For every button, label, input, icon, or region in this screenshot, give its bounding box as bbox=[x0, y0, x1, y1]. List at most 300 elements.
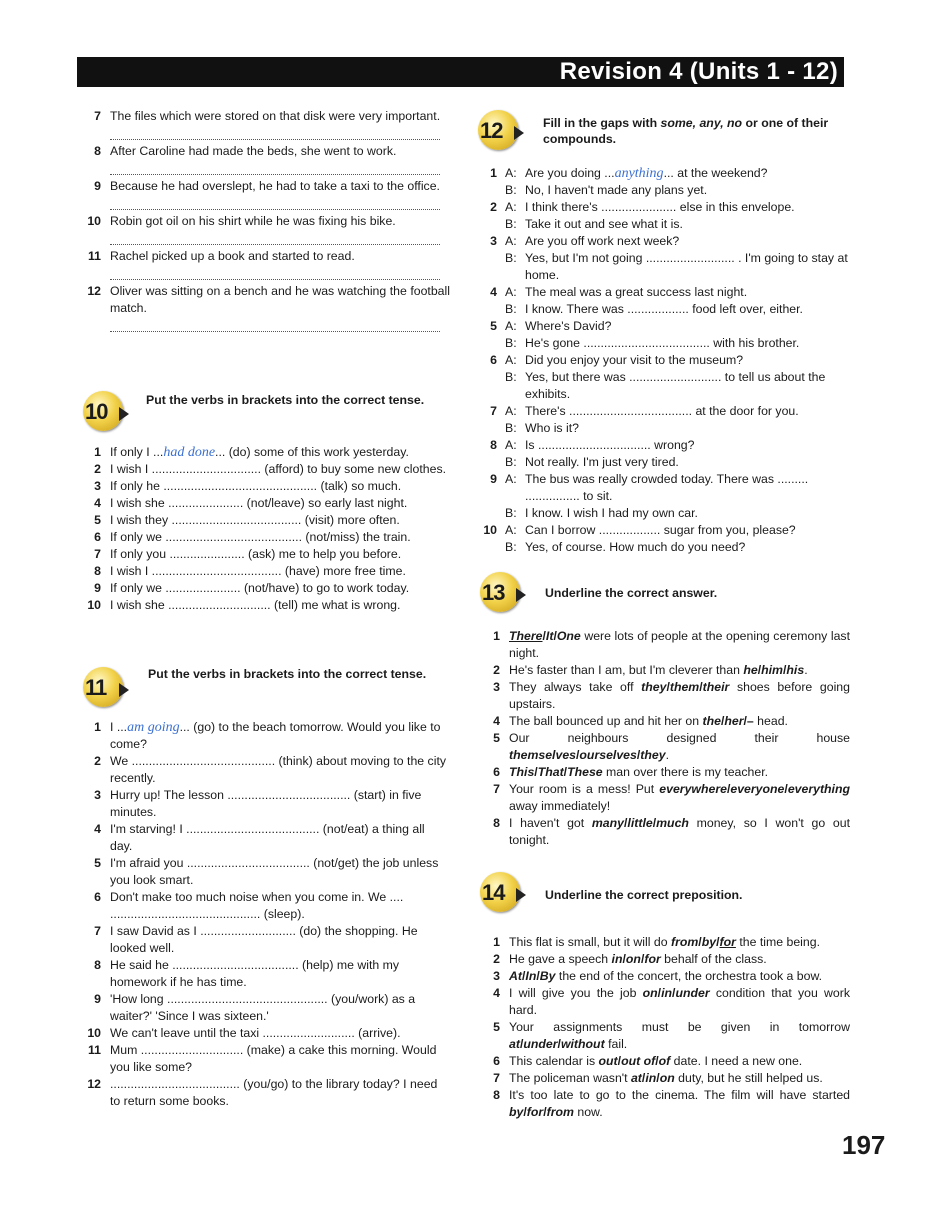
dialogue-text: Yes, but I'm not going .......................... . I'm going to stay at home. bbox=[525, 251, 848, 282]
list-item bbox=[83, 1076, 450, 1110]
item-number: 11 bbox=[88, 249, 101, 263]
exercise-instruction: Underline the correct answer. bbox=[545, 586, 718, 600]
list-item bbox=[83, 753, 450, 787]
instruction-part: or one of their compounds. bbox=[543, 116, 829, 146]
item-number-spacer bbox=[482, 216, 505, 233]
speaker-label: A: bbox=[505, 285, 517, 299]
answer-option: That bbox=[537, 765, 564, 779]
speaker-label: B: bbox=[505, 302, 517, 316]
item-number: 2 bbox=[493, 952, 500, 966]
dialogue-text: I know. I wish I had my own car. bbox=[525, 506, 698, 520]
list-item bbox=[482, 1019, 850, 1053]
item-text-part: It's too late to go to the cinema. The film will have started bbox=[509, 1088, 850, 1102]
item-text-pre: I wish she ...................... (not/leave) so early last night. bbox=[110, 496, 408, 510]
dialogue-text: Yes, but there was ........................... to tell us about the exhibits. bbox=[525, 370, 826, 401]
answer-option: by bbox=[509, 1105, 524, 1119]
item-text-pre: I wish they ...................................... (visit) more often. bbox=[110, 513, 400, 527]
answer-option: their bbox=[702, 680, 730, 694]
page-number: 197 bbox=[842, 1130, 886, 1160]
item-number: 7 bbox=[490, 404, 497, 418]
answer-option: many bbox=[591, 816, 624, 830]
dialogue-line-a bbox=[482, 522, 850, 539]
answer-option: By bbox=[539, 969, 556, 983]
dialogue-text-pre: Can I borrow .................. sugar from you, please? bbox=[525, 523, 796, 537]
item-text-part: / bbox=[534, 765, 538, 779]
item-text-part: / bbox=[622, 952, 626, 966]
item-text-part: / bbox=[521, 969, 526, 983]
item-text-part: / bbox=[698, 935, 702, 949]
item-number: 8 bbox=[94, 958, 101, 972]
item-text-part: / bbox=[666, 680, 670, 694]
item-text-part: / bbox=[542, 629, 546, 643]
list-item bbox=[83, 546, 450, 563]
item-number: 9 bbox=[490, 472, 497, 486]
item-number: 2 bbox=[94, 754, 101, 768]
answer-option: in bbox=[611, 952, 623, 966]
item-number: 6 bbox=[490, 353, 497, 367]
item-number: 2 bbox=[490, 200, 497, 214]
item-text-part: / bbox=[557, 1037, 561, 1051]
list-item bbox=[482, 934, 850, 951]
item-text: The files which were stored on that disk were very important. bbox=[110, 109, 441, 123]
item-number: 5 bbox=[493, 1020, 500, 1034]
item-number: 8 bbox=[94, 144, 101, 158]
item-text-pre: We can't leave until the taxi ........................... (arrive). bbox=[110, 1026, 401, 1040]
answer-option: much bbox=[656, 816, 689, 830]
speaker-label: A: bbox=[505, 523, 517, 537]
list-item bbox=[83, 889, 450, 923]
item-number-spacer bbox=[482, 369, 505, 403]
exercise-number-badge bbox=[478, 110, 526, 150]
answer-option: out bbox=[598, 1054, 618, 1068]
item-text-part: . bbox=[804, 663, 808, 677]
dialogue-text-pre: The meal was a great success last night. bbox=[525, 285, 748, 299]
dialogue-text-pre: Is ................................. wrong? bbox=[525, 438, 695, 452]
item-text bbox=[509, 934, 850, 951]
item-number-spacer bbox=[482, 335, 505, 352]
badge-number: 14 bbox=[482, 880, 505, 905]
badge-arrow-icon bbox=[516, 588, 526, 602]
item-number: 10 bbox=[87, 214, 101, 228]
item-text bbox=[110, 821, 450, 855]
item-number: 9 bbox=[94, 581, 101, 595]
dialogue-text bbox=[525, 471, 850, 505]
exercise-items bbox=[482, 934, 850, 1121]
item-number: 3 bbox=[94, 479, 101, 493]
exercise-instruction: Put the verbs in brackets into the correct tense. bbox=[146, 393, 425, 407]
item-text bbox=[110, 753, 450, 787]
item-number-spacer bbox=[482, 539, 505, 556]
item-text bbox=[110, 563, 450, 580]
dialogue-text bbox=[525, 522, 850, 539]
item-number-spacer bbox=[482, 301, 505, 318]
item-text-part: / bbox=[563, 765, 568, 779]
item-text-pre: I ... bbox=[110, 720, 128, 734]
item-text-pre: Mum .............................. (make) a cake this morning. Would you like some? bbox=[110, 1043, 437, 1074]
answer-option: In bbox=[525, 969, 537, 983]
dialogue-line-a bbox=[482, 165, 850, 182]
item-number: 2 bbox=[493, 663, 500, 677]
item-text bbox=[110, 597, 450, 614]
item-text-part: / bbox=[726, 782, 731, 796]
item-text bbox=[509, 781, 850, 815]
dialogue-line-a bbox=[482, 233, 850, 250]
answer-dotted-line bbox=[110, 197, 440, 210]
item-text-pre: I wish I ...................................... (have) more free time. bbox=[110, 564, 406, 578]
answer-option: from bbox=[670, 935, 699, 949]
item-text-pre: He said he ..................................... (help) me with my homework if he has time. bbox=[110, 958, 400, 989]
list-item bbox=[482, 679, 850, 713]
exercise-items bbox=[83, 444, 450, 614]
item-text-part: / bbox=[636, 748, 641, 762]
item-text-part: / bbox=[672, 986, 676, 1000]
speaker-label: B: bbox=[505, 251, 517, 265]
list-item bbox=[482, 968, 850, 985]
item-number: 1 bbox=[94, 445, 101, 459]
answer-option: This bbox=[509, 765, 535, 779]
item-number: 10 bbox=[483, 523, 497, 537]
item-text-part: / bbox=[536, 969, 540, 983]
item-text-part: fail. bbox=[604, 1037, 628, 1051]
dialogue-text bbox=[525, 165, 850, 182]
item-number: 5 bbox=[493, 731, 500, 745]
item-text bbox=[110, 529, 450, 546]
item-text: Because he had overslept, he had to take a taxi to the office. bbox=[110, 179, 440, 193]
item-number: 6 bbox=[94, 530, 101, 544]
item-text bbox=[509, 713, 850, 730]
item-text bbox=[509, 764, 850, 781]
item-text bbox=[110, 991, 450, 1025]
answer-option: for bbox=[526, 1105, 544, 1119]
item-text bbox=[509, 951, 850, 968]
item-text-part: This flat is small, but it will do bbox=[509, 935, 671, 949]
speaker-label: A: bbox=[505, 404, 517, 418]
item-text-part: / bbox=[543, 1105, 547, 1119]
item-text-part: / bbox=[699, 680, 703, 694]
dialogue-line-b bbox=[482, 369, 850, 403]
item-text-part: behalf of the class. bbox=[660, 952, 767, 966]
item-text bbox=[110, 1025, 450, 1042]
list-item bbox=[482, 1087, 850, 1121]
item-text bbox=[509, 1087, 850, 1121]
item-text-part: / bbox=[743, 714, 747, 728]
speaker-label: B: bbox=[505, 455, 517, 469]
list-item bbox=[83, 248, 450, 265]
answer-option: on bbox=[642, 986, 658, 1000]
speaker-label: B: bbox=[505, 336, 517, 350]
list-item bbox=[83, 957, 450, 991]
list-item bbox=[83, 563, 450, 580]
exercise-number-badge bbox=[83, 667, 131, 707]
item-text-part: date. I need a new one. bbox=[670, 1054, 803, 1068]
item-number: 10 bbox=[87, 1026, 101, 1040]
list-item bbox=[83, 597, 450, 614]
item-text-part: He's faster than I am, but I'm cleverer than bbox=[509, 663, 744, 677]
exercise-number-badge bbox=[480, 572, 528, 612]
item-text-pre: I'm starving! I ....................................... (not/eat) a thing all day. bbox=[110, 822, 425, 853]
item-text-part: were lots of people at the opening ceremony last night. bbox=[509, 629, 850, 660]
answer-option: the bbox=[702, 714, 721, 728]
list-item bbox=[83, 461, 450, 478]
dialogue-text bbox=[525, 403, 850, 420]
answer-option: he bbox=[743, 663, 758, 677]
dialogue-line-a bbox=[482, 199, 850, 216]
dialogue-text: He's gone ..................................... with his brother. bbox=[525, 336, 800, 350]
answer-option: of bbox=[658, 1054, 671, 1068]
speaker-label: B: bbox=[505, 183, 517, 197]
badge-arrow-icon bbox=[119, 683, 129, 697]
answer-option: themselves bbox=[509, 748, 576, 762]
dialogue-line-b bbox=[482, 250, 850, 284]
item-number: 4 bbox=[94, 822, 101, 836]
list-item bbox=[83, 1042, 450, 1076]
answer-dotted-line bbox=[110, 162, 440, 175]
list-item bbox=[83, 855, 450, 889]
item-text bbox=[110, 444, 450, 461]
item-text-part: / bbox=[716, 935, 720, 949]
speaker-label: B: bbox=[505, 370, 517, 384]
item-text bbox=[110, 719, 450, 753]
exercise-items bbox=[83, 719, 450, 1110]
item-number-spacer bbox=[482, 420, 505, 437]
list-item bbox=[83, 108, 450, 125]
list-item bbox=[83, 478, 450, 495]
item-number: 12 bbox=[87, 284, 101, 298]
item-text bbox=[110, 923, 450, 957]
item-text-part: duty, but he still helped us. bbox=[674, 1071, 823, 1085]
dialogue-text: Yes, of course. How much do you need? bbox=[525, 540, 746, 554]
dialogue-line-b bbox=[482, 420, 850, 437]
item-text-pre: If only you ...................... (ask) me to help you before. bbox=[110, 547, 402, 561]
dialogue-line-a bbox=[482, 284, 850, 301]
speaker-label: B: bbox=[505, 540, 517, 554]
answer-option: for bbox=[644, 952, 661, 966]
speaker-label: A: bbox=[505, 166, 517, 180]
dialogue-line-a bbox=[482, 403, 850, 420]
item-text-part: / bbox=[783, 663, 787, 677]
item-text-part: the time being. bbox=[735, 935, 820, 949]
answer-dotted-line bbox=[110, 127, 440, 140]
item-text-post: ... (go) to the beach tomorrow. Would you like to come? bbox=[110, 720, 441, 751]
item-text-part: shoes before going upstairs. bbox=[509, 680, 850, 711]
item-text-part: / bbox=[576, 748, 580, 762]
dialogue-line-a bbox=[482, 352, 850, 369]
speaker-label: B: bbox=[505, 421, 517, 435]
dialogue-line-b bbox=[482, 454, 850, 471]
dialogue-text-pre: Are you off work next week? bbox=[525, 234, 680, 248]
answer-dotted-line bbox=[110, 319, 440, 332]
item-text-pre: 'How long ............................................... (you/work) as a waiter?' 'Since I was sixteen.' bbox=[110, 992, 416, 1023]
item-number: 8 bbox=[493, 816, 500, 830]
answer-option: on bbox=[659, 1071, 675, 1085]
item-number: 3 bbox=[493, 680, 500, 694]
item-text-pre: If only he ............................................. (talk) so much. bbox=[110, 479, 402, 493]
item-text-post: ... (do) some of this work yesterday. bbox=[215, 445, 409, 459]
item-number-spacer bbox=[482, 250, 505, 284]
dialogue-line-b bbox=[482, 505, 850, 522]
left-column bbox=[83, 108, 450, 1108]
item-number: 10 bbox=[87, 598, 101, 612]
dialogue-text: Take it out and see what it is. bbox=[525, 217, 683, 231]
example-answer: had done bbox=[163, 445, 216, 460]
answer-option: At bbox=[509, 969, 522, 983]
answer-option: for bbox=[719, 935, 736, 949]
item-text-part: / bbox=[617, 1054, 622, 1068]
list-item bbox=[83, 1025, 450, 1042]
item-number: 8 bbox=[493, 1088, 500, 1102]
item-text-part: / bbox=[553, 629, 557, 643]
item-text-pre: I wish I ................................ (afford) to buy some new clothes. bbox=[110, 462, 447, 476]
speaker-label: A: bbox=[505, 472, 517, 486]
speaker-label: B: bbox=[505, 217, 517, 231]
item-text bbox=[509, 968, 850, 985]
dialogue-text: No, I haven't made any plans yet. bbox=[525, 183, 708, 197]
list-item bbox=[83, 991, 450, 1025]
dialogue-text bbox=[525, 318, 850, 335]
item-text-part: / bbox=[519, 1037, 524, 1051]
item-text bbox=[110, 512, 450, 529]
list-item bbox=[83, 821, 450, 855]
item-text-pre: I saw David as I ............................ (do) the shopping. He looked well. bbox=[110, 924, 418, 955]
item-number: 6 bbox=[94, 890, 101, 904]
item-text-part: They always take off bbox=[509, 680, 642, 694]
dialogue-text bbox=[525, 233, 850, 250]
speaker-label: A: bbox=[505, 319, 517, 333]
item-number: 1 bbox=[493, 935, 500, 949]
item-number: 8 bbox=[94, 564, 101, 578]
item-text-part: I haven't got bbox=[509, 816, 592, 830]
item-text-part: the end of the concert, the orchestra took a bow. bbox=[555, 969, 823, 983]
dialogue-text-pre: I think there's ...................... else in this envelope. bbox=[525, 200, 795, 214]
item-number-spacer bbox=[482, 454, 505, 471]
dialogue-text bbox=[525, 199, 850, 216]
answer-option: ourselves bbox=[579, 748, 637, 762]
list-item bbox=[482, 730, 850, 764]
item-text bbox=[110, 855, 450, 889]
item-number: 11 bbox=[88, 1043, 101, 1057]
speaker-label: A: bbox=[505, 200, 517, 214]
answer-option: out of bbox=[621, 1054, 656, 1068]
answer-option: him bbox=[761, 663, 783, 677]
list-item bbox=[83, 444, 450, 461]
item-text: Oliver was sitting on a bench and he was watching the football match. bbox=[110, 284, 450, 315]
dialogue-text-pre: Did you enjoy your visit to the museum? bbox=[525, 353, 744, 367]
item-text-pre: I'm afraid you .................................... (not/get) the job unless you look smart. bbox=[110, 856, 439, 887]
item-number: 8 bbox=[490, 438, 497, 452]
item-text-part: away immediately! bbox=[509, 799, 611, 813]
item-text-part: . bbox=[665, 748, 669, 762]
item-text-pre: We .......................................... (think) about moving to the city recently. bbox=[110, 754, 447, 785]
speaker-label: A: bbox=[505, 438, 517, 452]
list-item bbox=[482, 781, 850, 815]
list-item bbox=[482, 1053, 850, 1070]
list-item bbox=[83, 495, 450, 512]
item-text bbox=[110, 580, 450, 597]
list-item bbox=[482, 662, 850, 679]
instruction-part: Fill in the gaps with bbox=[543, 116, 661, 130]
badge-number: 10 bbox=[85, 399, 108, 424]
answer-option: under bbox=[675, 986, 710, 1000]
continued-exercise-list bbox=[83, 108, 450, 332]
dialogue-text: I know. There was .................. food left over, either. bbox=[525, 302, 803, 316]
dialogue-text-post: ... at the weekend? bbox=[663, 166, 768, 180]
item-number: 4 bbox=[493, 986, 500, 1000]
item-number: 9 bbox=[94, 992, 101, 1006]
exercise-items bbox=[482, 165, 850, 556]
dialogue-line-b bbox=[482, 216, 850, 233]
answer-option: in bbox=[645, 1071, 657, 1085]
dialogue-text: Who is it? bbox=[525, 421, 579, 435]
item-text bbox=[110, 1076, 450, 1110]
item-text-pre: If only we ........................................ (not/miss) the train. bbox=[110, 530, 411, 544]
dialogue-text: Not really. I'm just very tired. bbox=[525, 455, 679, 469]
item-text-part: Our neighbours designed their house bbox=[509, 731, 850, 745]
answer-option: from bbox=[546, 1105, 574, 1119]
item-number: 5 bbox=[490, 319, 497, 333]
answer-option: his bbox=[786, 663, 805, 677]
item-text-part: / bbox=[655, 1054, 659, 1068]
item-number: 7 bbox=[94, 924, 101, 938]
list-item bbox=[482, 985, 850, 1019]
item-text bbox=[110, 787, 450, 821]
list-item bbox=[482, 815, 850, 849]
item-text bbox=[509, 730, 850, 764]
item-number: 7 bbox=[493, 1071, 500, 1085]
dialogue-line-a bbox=[482, 318, 850, 335]
item-number: 3 bbox=[493, 969, 500, 983]
item-text-part: / bbox=[757, 663, 762, 677]
item-number: 7 bbox=[94, 109, 101, 123]
item-number: 7 bbox=[493, 782, 500, 796]
answer-option: everywhere bbox=[659, 782, 727, 796]
dialogue-text-pre: Are you doing ... bbox=[525, 166, 615, 180]
item-text-part: money, so I won't go out tonight. bbox=[509, 816, 850, 847]
item-text bbox=[509, 1070, 850, 1087]
item-text bbox=[509, 662, 850, 679]
item-text-pre: If only I ... bbox=[110, 445, 164, 459]
answer-option: them bbox=[669, 680, 700, 694]
item-text-part: now. bbox=[573, 1105, 603, 1119]
badge-number: 12 bbox=[480, 118, 503, 143]
item-number: 4 bbox=[493, 714, 500, 728]
dialogue-text bbox=[525, 437, 850, 454]
list-item bbox=[83, 923, 450, 957]
example-answer: anything bbox=[614, 166, 664, 181]
answer-option: There bbox=[509, 629, 543, 643]
answer-option: they bbox=[640, 748, 666, 762]
item-text-part: I will give you the job bbox=[509, 986, 643, 1000]
item-text-part: man over there is my teacher. bbox=[602, 765, 769, 779]
dialogue-line-a bbox=[482, 471, 850, 505]
answer-dotted-line bbox=[110, 267, 440, 280]
list-item bbox=[83, 143, 450, 160]
list-item bbox=[482, 1070, 850, 1087]
item-number: 5 bbox=[94, 856, 101, 870]
answer-option: by bbox=[701, 935, 717, 949]
item-number-spacer bbox=[482, 182, 505, 199]
item-text-part: / bbox=[640, 952, 645, 966]
item-number: 6 bbox=[493, 765, 500, 779]
item-number: 1 bbox=[490, 166, 497, 180]
answer-option: under bbox=[523, 1037, 558, 1051]
item-number: 3 bbox=[490, 234, 497, 248]
item-text bbox=[110, 957, 450, 991]
answer-option: on bbox=[625, 952, 641, 966]
list-item bbox=[83, 787, 450, 821]
badge-arrow-icon bbox=[516, 888, 526, 902]
speaker-label: A: bbox=[505, 353, 517, 367]
item-text-part: He gave a speech bbox=[509, 952, 612, 966]
